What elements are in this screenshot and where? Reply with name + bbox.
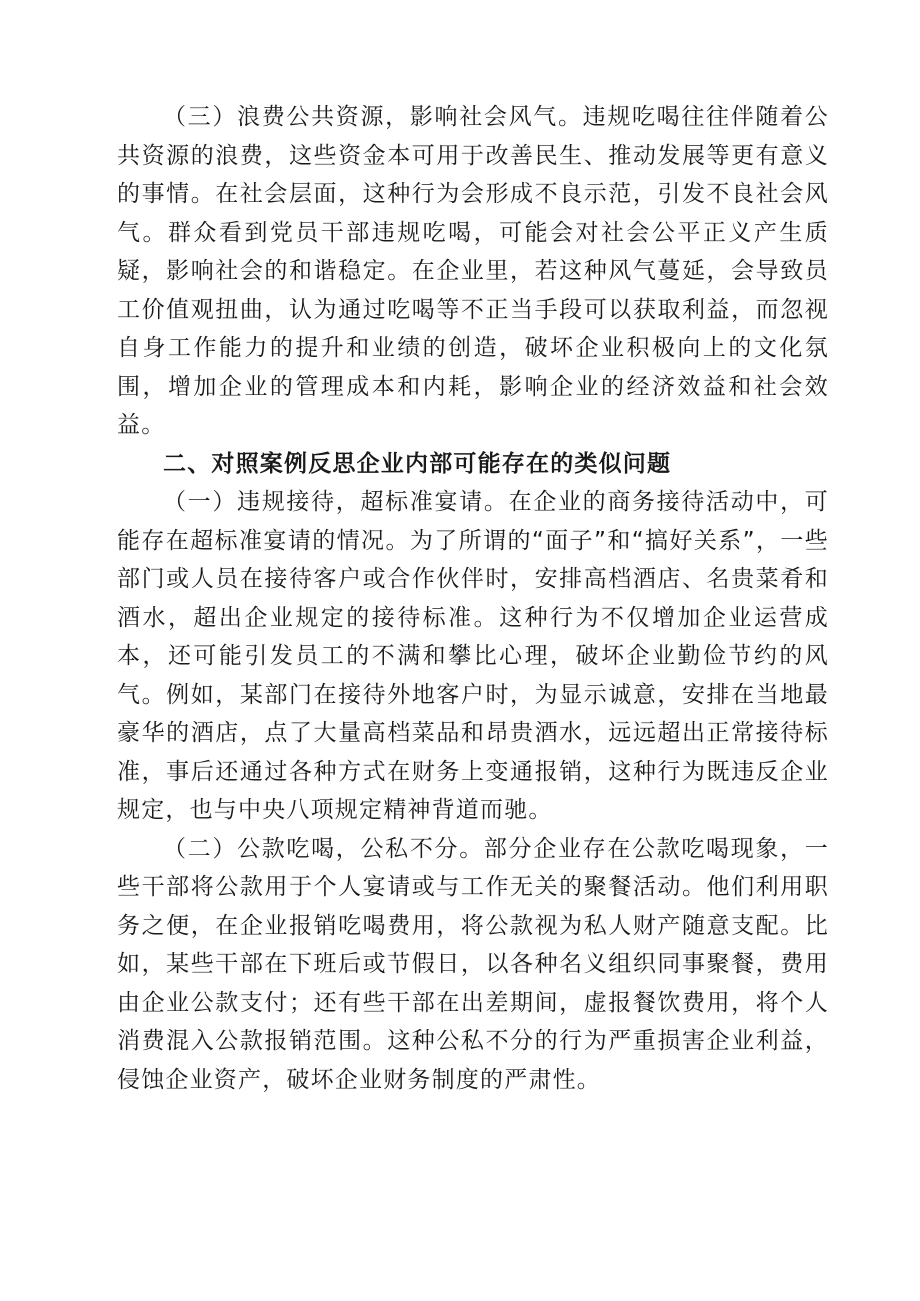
document-body bbox=[117, 98, 829, 1099]
paragraph-waste-public-resources: （三）浪费公共资源，影响社会风气。违规吃喝往往伴随着公共资源的浪费，这些资金本可用于改善民生、推动发展等更有意义的事情。在社会层面，这种行为会形成不良示范，引发不良社会风气。群众看到党员干部违规吃喝，可能会对社会公平正义产生质疑，影响社会的和谐稳定。在企业里，若这种风气蔓延，会导致员工价值观扭曲，认为通过吃喝等不正当手段可以获取利益，而忽视自身工作能力的提升和业绩的创造，破坏企业积极向上的文化氛围，增加企业的管理成本和内耗，影响企业的经济效益和社会效益。 bbox=[117, 104, 829, 438]
paragraph-over-standard-reception: （一）违规接待，超标准宴请。在企业的商务接待活动中，可能存在超标准宴请的情况。为了所谓的“面子”和“搞好关系”，一些部门或人员在接待客户或合作伙伴时，安排高档酒店、名贵菜肴和酒水，超出企业规定的接待标准。这种行为不仅增加企业运营成本，还可能引发员工的不满和攀比心理，破坏企业勤俭节约的风气。例如，某部门在接待外地客户时，为显示诚意，安排在当地最豪华的酒店，点了大量高档菜品和昂贵酒水，远远超出正常接待标准，事后还通过各种方式在财务上变通报销，这种行为既违反企业规定，也与中央八项规定精神背道而驰。 bbox=[117, 489, 829, 823]
paragraph-public-funds-dining: （二）公款吃喝，公私不分。部分企业存在公款吃喝现象，一些干部将公款用于个人宴请或与工作无关的聚餐活动。他们利用职务之便，在企业报销吃喝费用，将公款视为私人财产随意支配。比如，某些干部在下班后或节假日，以各种名义组织同事聚餐，费用由企业公款支付；还有些干部在出差期间，虚报餐饮费用，将个人消费混入公款报销范围。这种公私不分的行为严重损害企业利益，侵蚀企业资产，破坏企业财务制度的严肃性。 bbox=[117, 835, 829, 1093]
section-heading-two: 二、对照案例反思企业内部可能存在的类似问题 bbox=[163, 450, 672, 477]
